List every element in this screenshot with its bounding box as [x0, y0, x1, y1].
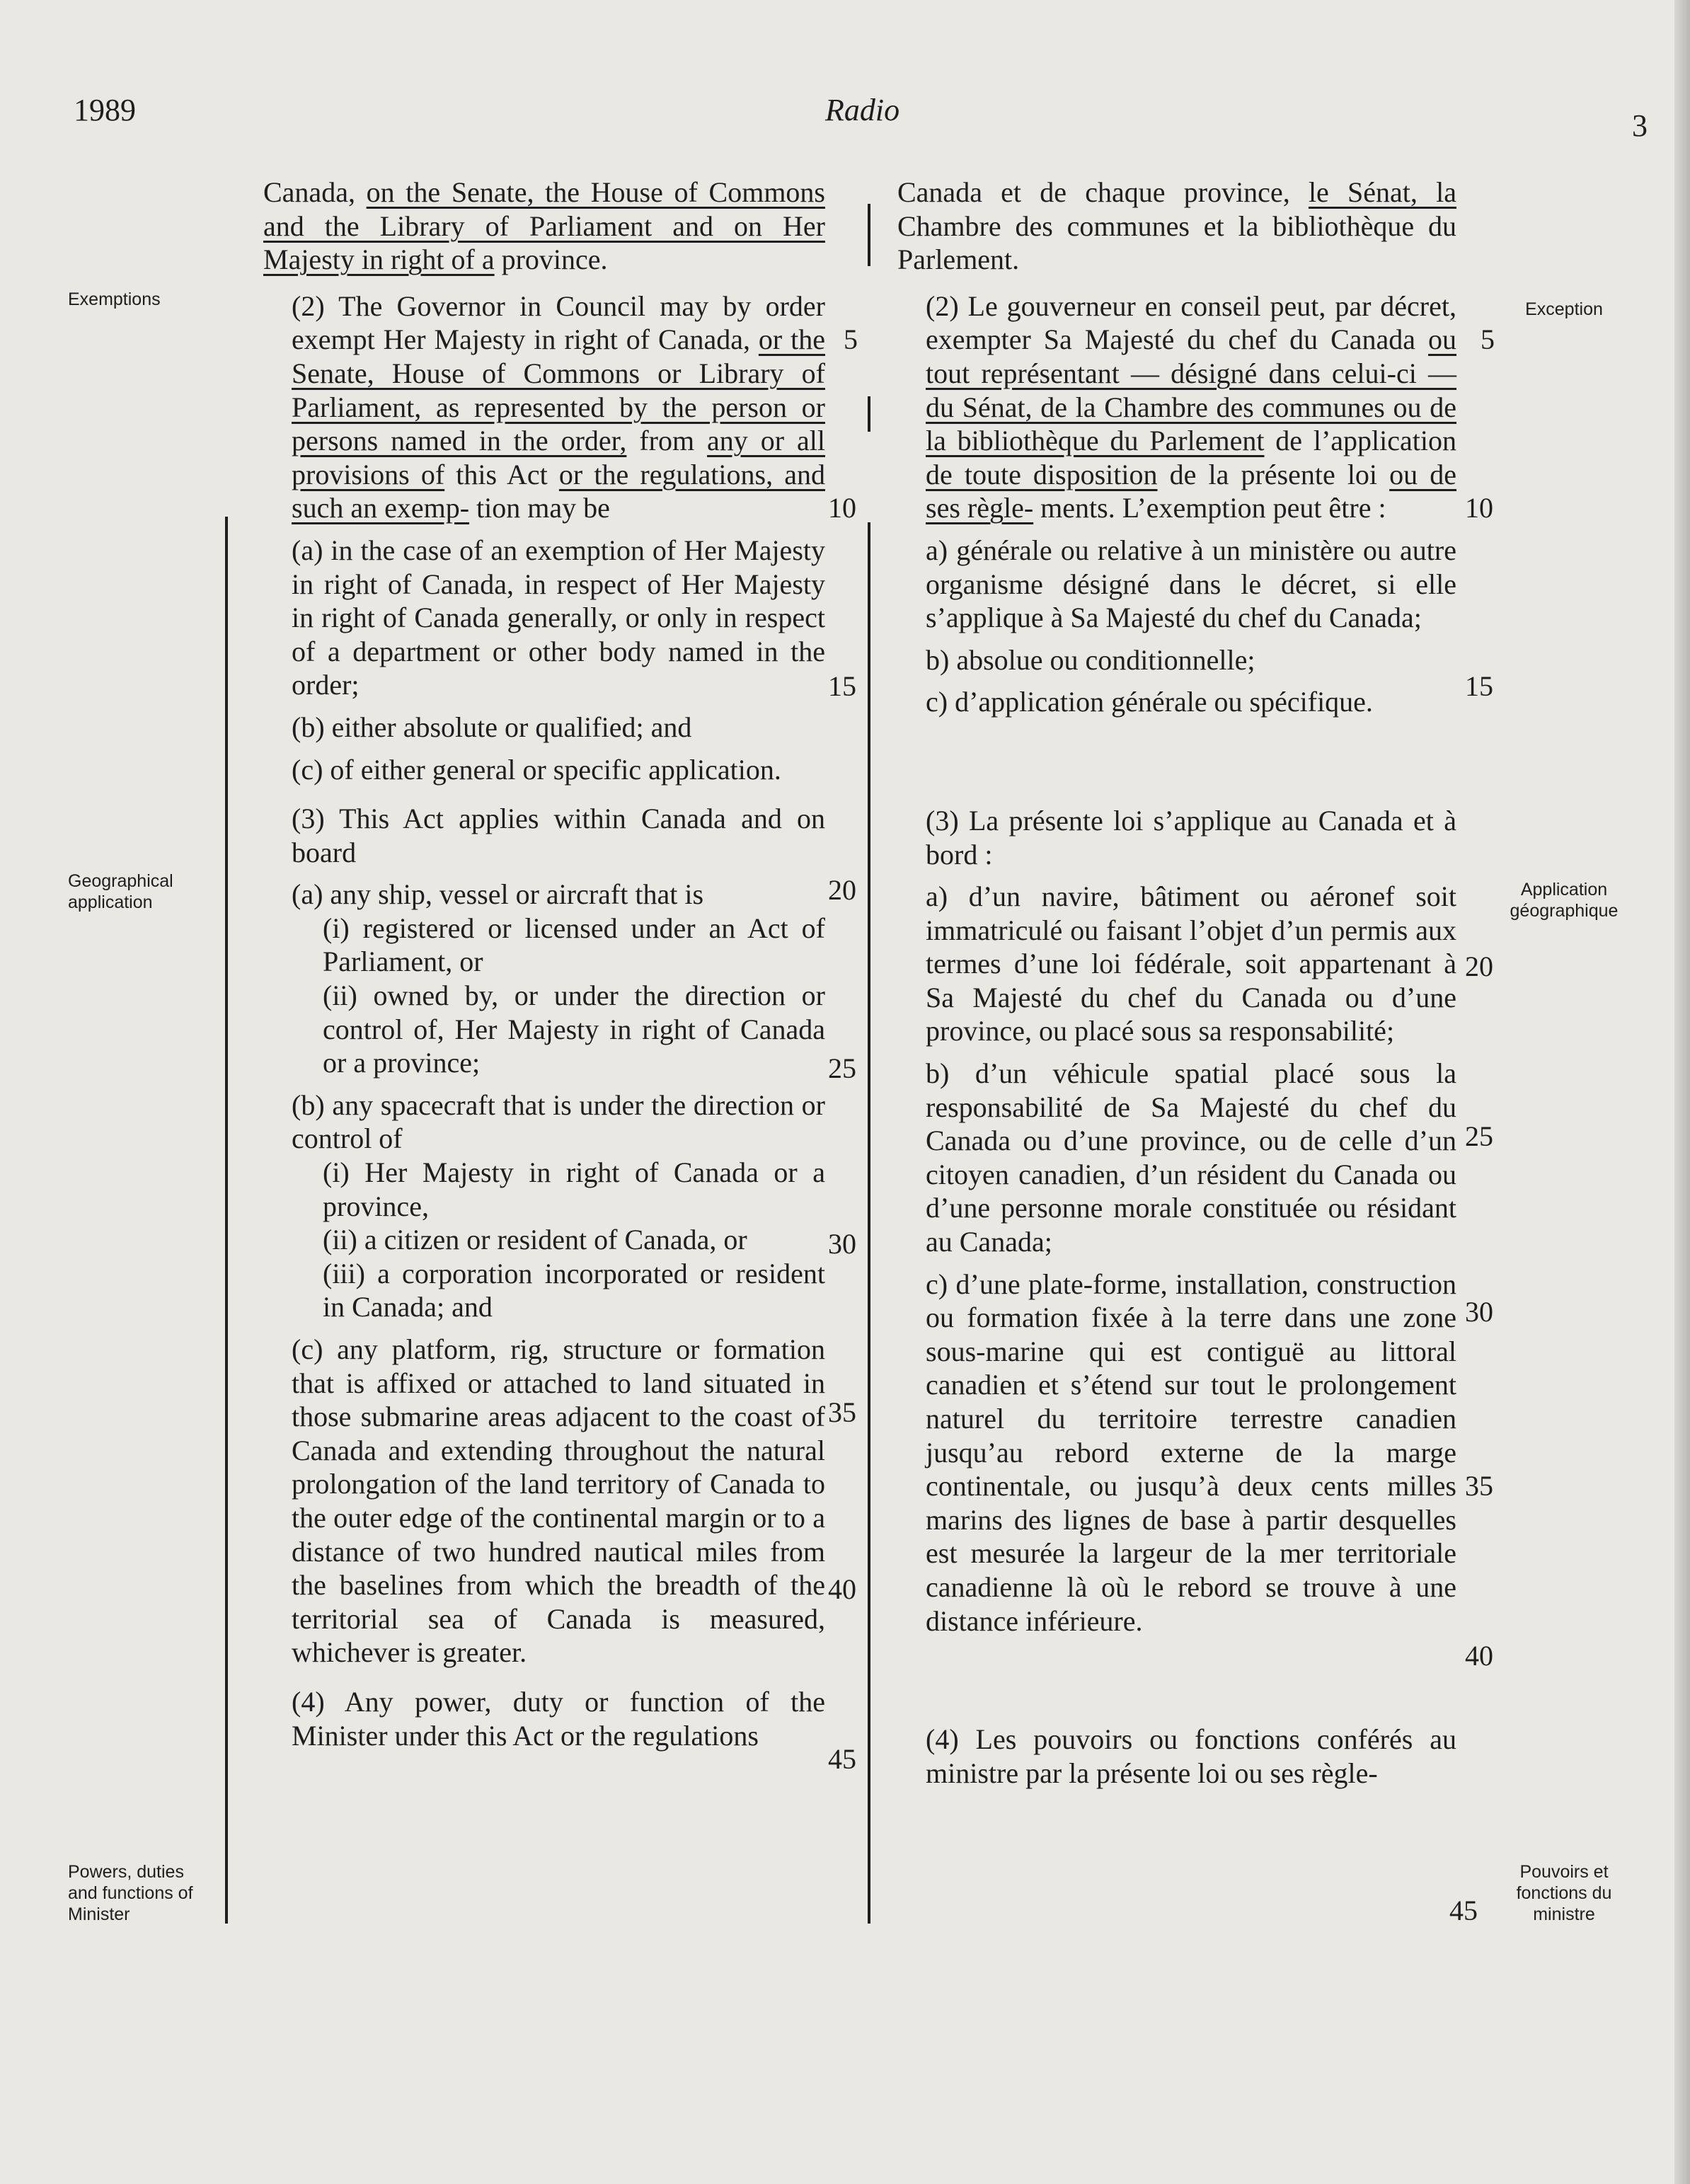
en-subsection-3: (3) This Act applies within Canada and on board [292, 803, 825, 868]
en-subsection-4: (4) Any power, duty or function of the Minister under this Act or the regulations [292, 1685, 825, 1752]
fr-para-2b: b) absolue ou conditionnelle; [926, 643, 1255, 676]
en-subpara-3a-ii: (ii) owned by, or under the direction or control of, Her Majesty in right of Canada or a province; [323, 979, 825, 1079]
en-para-2b: (b) either absolute or qualified; and [292, 711, 692, 743]
fr-intro: Canada et de chaque province, le Sénat, la Chambre des communes et la bibliothèque du Parlement. [897, 176, 1457, 276]
en-subpara-3b-ii: (ii) a citizen or resident of Canada, or [323, 1224, 747, 1256]
line-number: 40 [828, 1573, 856, 1605]
revision-bar [868, 522, 870, 1924]
en-subpara-3a-i: (i) registered or licensed under an Act of Parliament, or [323, 912, 825, 978]
line-number: 45 [828, 1743, 856, 1775]
page-edge-shadow [1674, 0, 1690, 2184]
header-title: Radio [825, 93, 900, 127]
line-number: 35 [828, 1396, 856, 1428]
line-number: 5 [1481, 323, 1495, 355]
en-para-3b: (b) any spacecraft that is under the direction or control of [292, 1088, 825, 1155]
en-subsection-2: (2) The Governor in Council may by order exempt Her Majesty in right of Canada, or the Senate, House of Commons or Library of Parliament, as represented by the person or persons named in the order, from any or all provisions of this Act or the regulations, and such an exemp- tion may be [292, 289, 826, 524]
header-year: 1989 [74, 93, 136, 127]
line-number: 20 [828, 874, 856, 906]
fr-para-2a: a) générale ou relative à un ministère ou autre organisme désigné dans le décret, si elle s’applique à Sa Majesté du chef du Canada; [926, 534, 1456, 634]
margin-note-powers: Powers, duties and functions of Minister [68, 1862, 193, 1924]
line-number: 35 [1465, 1470, 1493, 1502]
revision-bar [225, 522, 228, 1924]
fr-para-2c: c) d’application générale ou spécifique. [926, 686, 1373, 718]
margin-note-exemptions: Exemptions [68, 289, 161, 309]
line-number: 20 [1465, 950, 1493, 982]
english-column [263, 176, 825, 1752]
fr-subsection-3: (3) La présente loi s’applique au Canada et à bord : [926, 804, 1456, 870]
line-number: 5 [844, 323, 858, 355]
en-subpara-3b-i: (i) Her Majesty in right of Canada or a province, [323, 1156, 825, 1222]
en-para-2a: (a) in the case of an exemption of Her Majesty in right of Canada, in respect of Her Majesty in right of Canada generally, or only in respect of a department or other body named in the order; [292, 534, 825, 701]
line-number: 45 [1449, 1895, 1478, 1926]
en-subpara-3b-iii: (iii) a corporation incorporated or resident in Canada; and [323, 1257, 825, 1323]
line-number: 10 [1465, 492, 1493, 524]
line-number: 30 [1465, 1296, 1493, 1328]
page-number: 3 [1632, 108, 1648, 143]
fr-para-3c: c) d’une plate-forme, installation, construction ou formation fixée à la terre dans une zone sous-marine qui est contiguë au littoral canadien et s’étend sur tout le prolongement naturel du territoire terrestre canadien jusqu’au rebord externe de la marge continentale, ou jusqu’à deux cents milles marins des lignes de base à partir desquelles est mesurée la largeur de la mer territoriale canadienne là où le rebord se trouve à une distance inférieure. [926, 1268, 1456, 1637]
french-column [897, 176, 1456, 1790]
line-number: 25 [828, 1052, 856, 1084]
revision-bar [868, 396, 870, 432]
line-number: 10 [828, 492, 856, 524]
fr-para-3a: a) d’un navire, bâtiment ou aéronef soit immatriculé ou faisant l’objet d’un permis aux termes d’une loi fédérale, soit appartenant à Sa Majesté du chef du Canada ou d’une province, ou placé sous sa responsabilité; [926, 880, 1456, 1047]
en-para-2c: (c) of either general or specific application. [292, 753, 781, 786]
line-number: 25 [1465, 1120, 1493, 1152]
en-para-3c: (c) any platform, rig, structure or formation that is affixed or attached to land situated in those submarine areas adjacent to the coast of Canada and extending throughout the natural prolongation of the land territory of Canada to the outer edge of the continental margin or to a distance of two hundred nautical miles from the baselines from which the breadth of the territorial sea of Canada is measured, whichever is greater. [292, 1333, 825, 1669]
line-number: 15 [828, 670, 856, 702]
en-para-3a: (a) any ship, vessel or aircraft that is [292, 878, 704, 911]
margin-note-pouvoirs: Pouvoirs et fonctions du ministre [1516, 1862, 1612, 1924]
margin-note-application-geographique: Application géographique [1510, 880, 1619, 921]
margin-note-geographical-application: Geographical application [68, 871, 173, 912]
line-number: 30 [828, 1228, 856, 1260]
margin-note-exception: Exception [1525, 299, 1603, 319]
line-number: 15 [1465, 670, 1493, 702]
fr-para-3b: b) d’un véhicule spatial placé sous la responsabilité de Sa Majesté du chef du Canada ou d’une province, ou de celle d’un citoyen canadien, d’un résident du Canada ou d’une personne morale constituée ou résidant au Canada; [926, 1057, 1456, 1258]
revision-bar [868, 204, 870, 266]
fr-subsection-4: (4) Les pouvoirs ou fonctions conférés au ministre par la présente loi ou ses règle- [926, 1723, 1456, 1789]
en-intro: Canada, on the Senate, the House of Commons and the Library of Parliament and on Her Majesty in right of a province. [263, 176, 825, 276]
line-number: 40 [1465, 1640, 1493, 1672]
fr-subsection-2: (2) Le gouverneur en conseil peut, par décret, exempter Sa Majesté du chef du Canada ou tout représentant — désigné dans celui-ci — du Sénat, de la Chambre des communes ou de la bibliothèque du Parlement de l’application de toute disposition de la présente loi ou de ses règle- ments. L’exemption peut être : [926, 289, 1456, 524]
